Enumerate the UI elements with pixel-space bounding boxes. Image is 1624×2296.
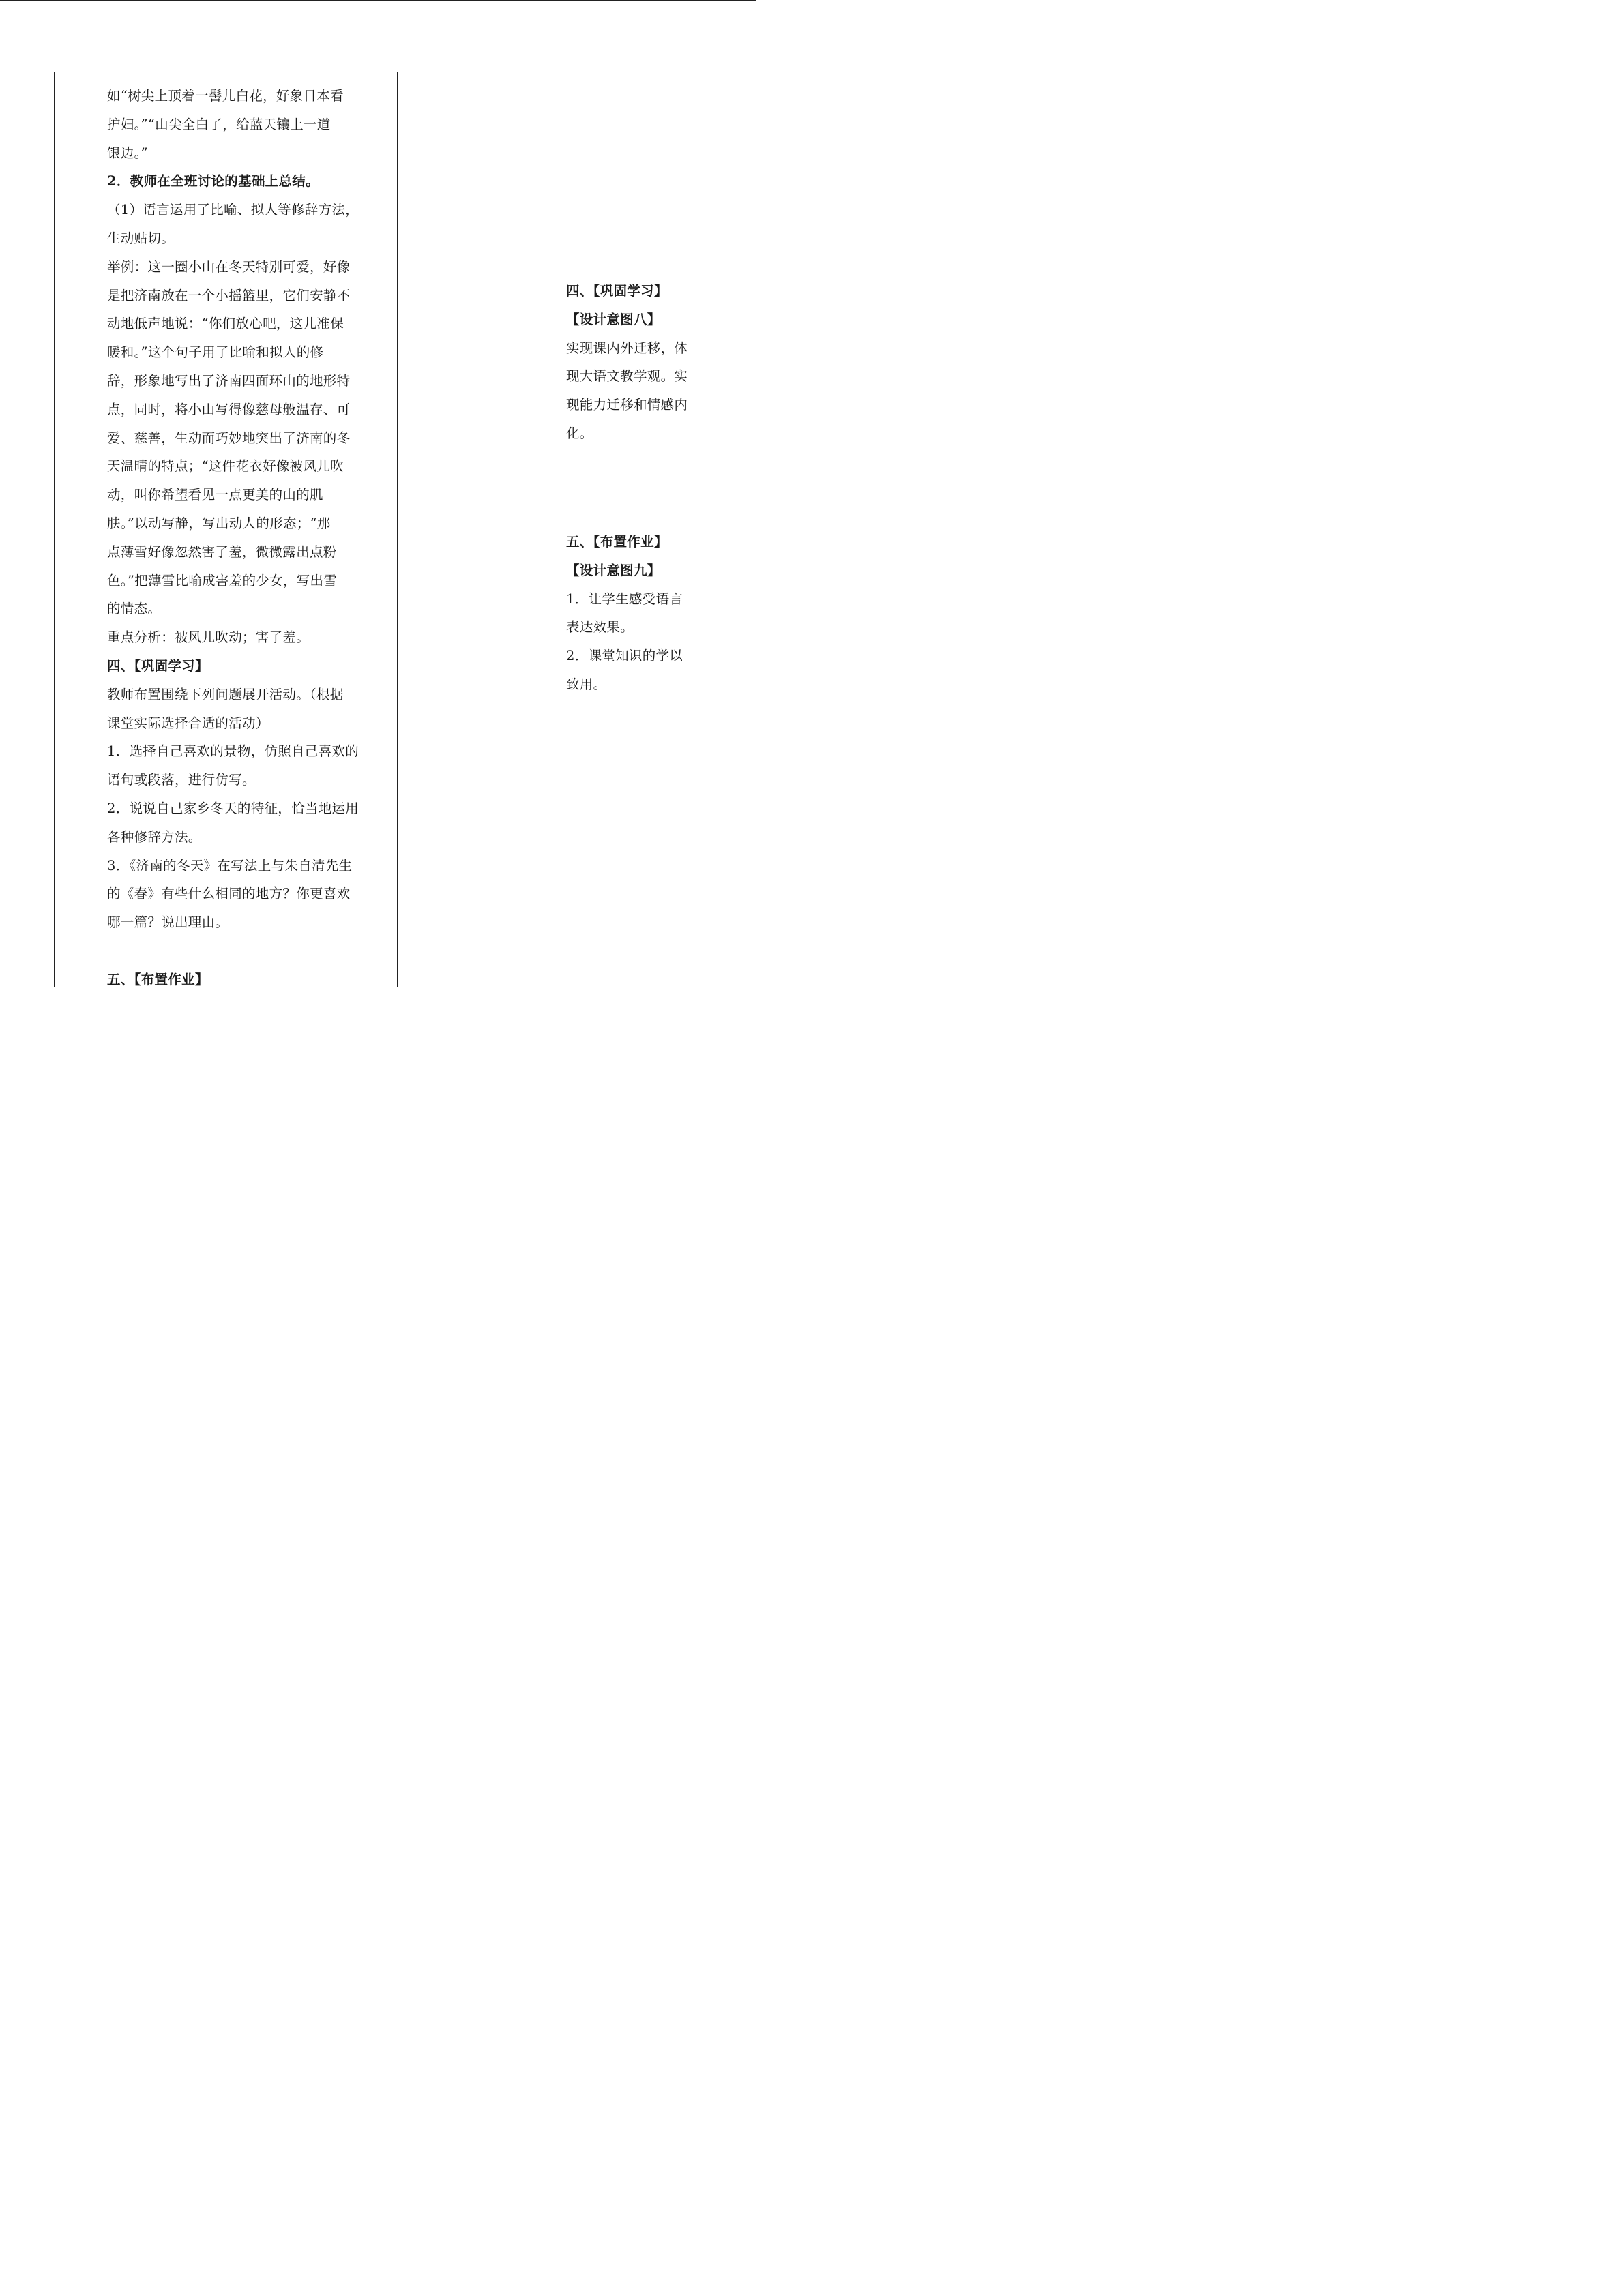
text-line: 致用。 (566, 676, 607, 692)
text-line: 1．选择自己喜欢的景物，仿照自己喜欢的 (107, 743, 359, 760)
text-line: 爱、慈善，生动而巧妙地突出了济南的冬 (107, 430, 351, 446)
text-line: 是把济南放在一个小摇篮里，它们安静不 (107, 287, 351, 303)
intent-heading: 【设计意图八】 (566, 311, 661, 327)
text-line: 辞，形象地写出了济南四面环山的地形特 (107, 372, 351, 389)
text-line: 的《春》有些什么相同的地方？你更喜欢 (107, 886, 351, 902)
design-intent-cell (566, 72, 709, 987)
teaching-process-cell (107, 82, 388, 987)
text-line: 肤。”以动写静，写出动人的形态；“那 (107, 515, 331, 531)
text-line: 2．说说自己家乡冬天的特征，恰当地运用 (107, 800, 359, 816)
text-line: 哪一篇？说出理由。 (107, 914, 229, 931)
text-line: 重点分析：被风儿吹动；害了羞。 (107, 629, 310, 646)
text-line: 课堂实际选择合适的活动） (107, 715, 269, 731)
intent-heading: 【设计意图九】 (566, 562, 661, 578)
text-line: 现大语文教学观。实 (566, 368, 688, 385)
text-line: 3．《济南的冬天》在写法上与朱自清先生 (107, 857, 353, 874)
design-intent-nine (566, 528, 709, 699)
text-line: 动，叫你希望看见一点更美的山的肌 (107, 487, 323, 503)
text-line: 如“树尖上顶着一髻儿白花，好象日本看 (107, 88, 344, 104)
text-line: 暖和。”这个句子用了比喻和拟人的修 (107, 344, 324, 361)
text-line: 护妇。”“山尖全白了，给蓝天镶上一道 (107, 116, 331, 132)
section-heading: 四、【巩固学习】 (107, 657, 209, 674)
section-heading: 四、【巩固学习】 (566, 283, 668, 299)
text-line: 银边。” (107, 145, 148, 161)
blank-line (107, 937, 388, 966)
text-line: （1）语言运用了比喻、拟人等修辞方法， (107, 202, 359, 218)
text-line: 点，同时，将小山写得像慈母般温存、可 (107, 401, 351, 417)
text-line: 举例：这一圈小山在冬天特别可爱，好像 (107, 258, 351, 275)
text-line: 教师布置围绕下列问题展开活动。（根据 (107, 686, 344, 702)
design-intent-eight (566, 277, 709, 448)
text-line: 2．课堂知识的学以 (566, 648, 683, 664)
text-line: 现能力迁移和情感内 (566, 397, 688, 413)
text-line: 动地低声地说：“你们放心吧，这儿准保 (107, 316, 344, 332)
text-line: 1．让学生感受语言 (566, 591, 683, 607)
text-line: 点薄雪好像忽然害了羞，微微露出点粉 (107, 543, 337, 560)
section-heading: 2．教师在全班讨论的基础上总结。 (107, 173, 319, 190)
page-top-border (0, 0, 756, 1)
text-line: 各种修辞方法。 (107, 829, 202, 845)
text-line: 语句或段落，进行仿写。 (107, 772, 256, 788)
section-heading: 五、【布置作业】 (566, 534, 668, 550)
column-divider (397, 72, 398, 987)
text-line: 生动贴切。 (107, 230, 175, 246)
section-heading: 五、【布置作业】 (107, 971, 209, 987)
text-line: 化。 (566, 425, 593, 441)
text-line: 的情态。 (107, 601, 162, 617)
lesson-plan-table (54, 72, 711, 987)
text-line: 天温晴的特点；“这件花衣好像被风儿吹 (107, 458, 344, 475)
text-line: 实现课内外迁移，体 (566, 340, 688, 356)
text-line: 表达效果。 (566, 619, 634, 636)
text-line: 色。”把薄雪比喻成害羞的少女，写出雪 (107, 572, 338, 588)
